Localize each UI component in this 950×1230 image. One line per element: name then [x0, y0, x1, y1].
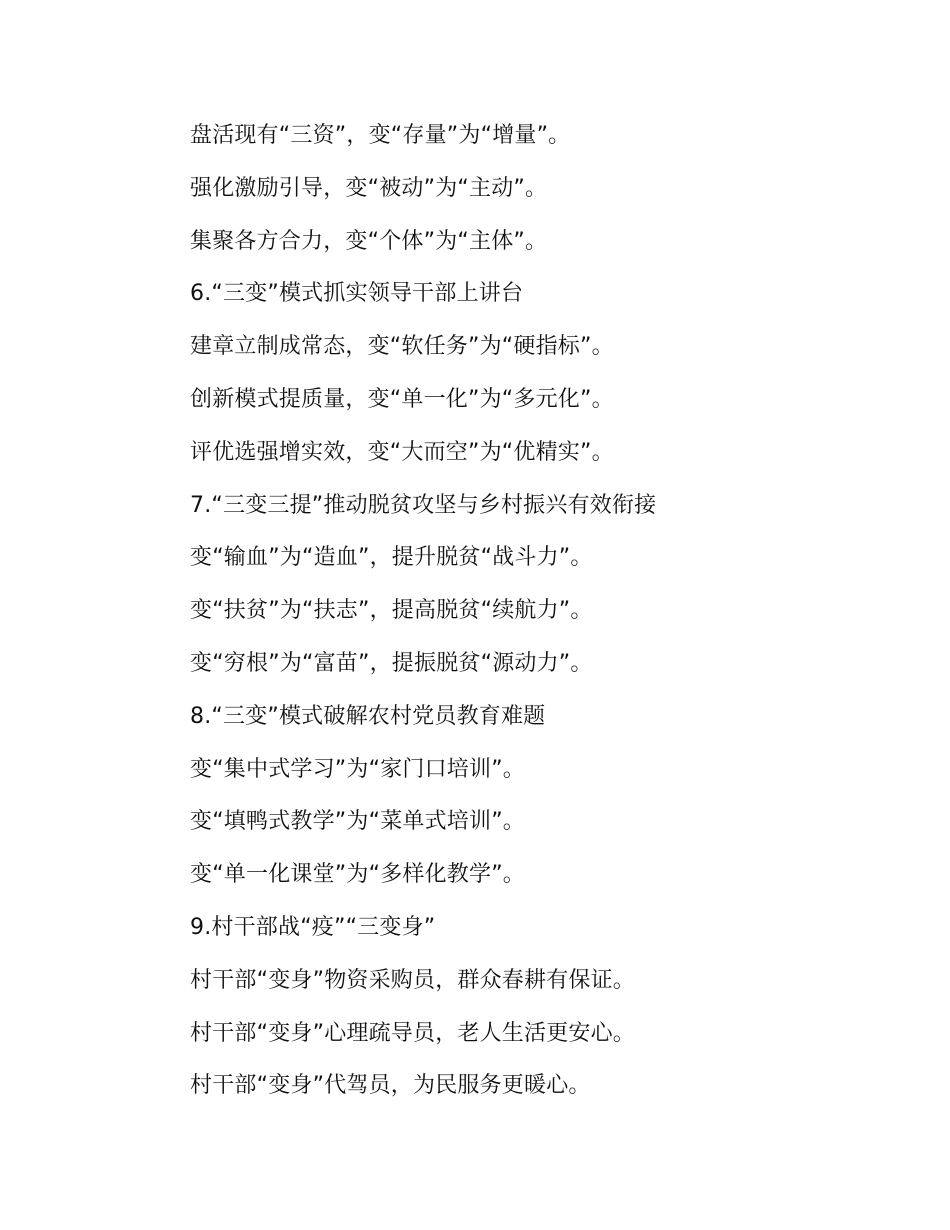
text-line: 村干部“变身”代驾员，为民服务更暖心。 [190, 1073, 591, 1099]
text-line: 变“单一化课堂”为“多样化教学”。 [190, 862, 525, 888]
section-heading: 6.“三变”模式抓实领导干部上讲台 [190, 281, 524, 307]
text-line: 评优选强增实效，变“大而空”为“优精实”。 [190, 439, 614, 465]
text-line: 强化激励引导，变“被动”为“主动”。 [190, 175, 548, 201]
section-heading: 8.“三变”模式破解农村党员教育难题 [190, 703, 546, 729]
text-line: 建章立制成常态，变“软任务”为“硬指标”。 [190, 334, 614, 360]
text-line: 变“集中式学习”为“家门口培训”。 [190, 756, 525, 782]
text-line: 变“填鸭式教学”为“菜单式培训”。 [190, 809, 525, 835]
text-line: 盘活现有“三资”，变“存量”为“增量”。 [190, 123, 571, 148]
text-line: 变“穷根”为“富苗”，提振脱贫“源动力”。 [190, 650, 593, 676]
text-line: 变“扶贫”为“扶志”，提高脱贫“续航力”。 [190, 598, 593, 624]
text-line: 创新模式提质量，变“单一化”为“多元化”。 [190, 386, 614, 412]
section-heading: 9.村干部战“疫”“三变身” [190, 914, 436, 940]
text-line: 村干部“变身”心理疏导员，老人生活更安心。 [190, 1020, 635, 1046]
section-heading: 7.“三变三提”推动脱贫攻坚与乡村振兴有效衔接 [190, 492, 657, 518]
text-line: 集聚各方合力，变“个体”为“主体”。 [190, 228, 548, 254]
text-line: 变“输血”为“造血”，提升脱贫“战斗力”。 [190, 545, 593, 571]
text-line: 村干部“变身”物资采购员，群众春耕有保证。 [190, 967, 635, 993]
document-body [190, 110, 890, 1113]
